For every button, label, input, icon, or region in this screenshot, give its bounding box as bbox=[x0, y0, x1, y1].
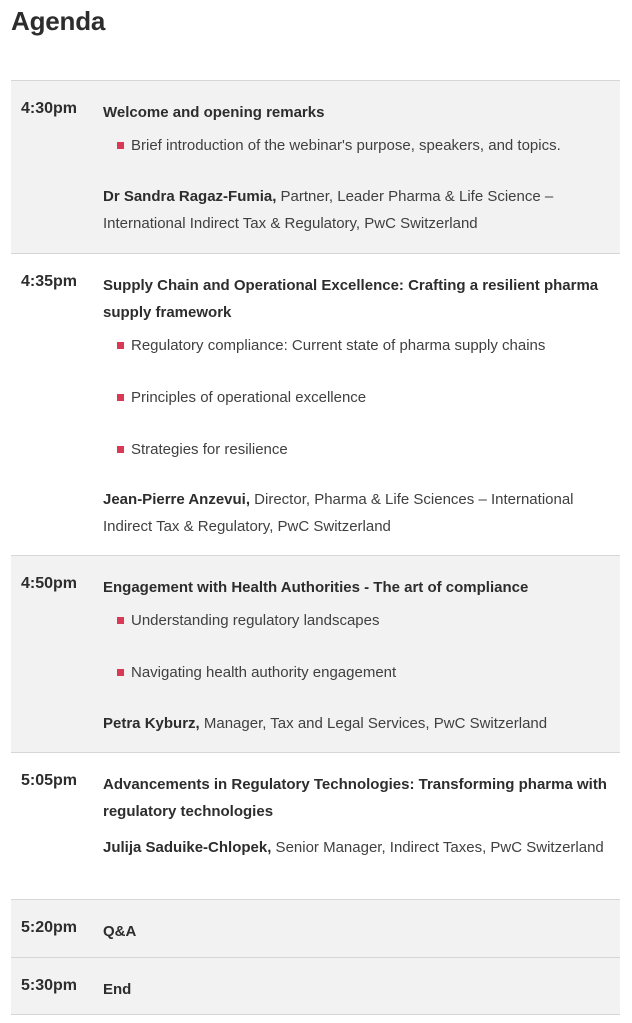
session-title: Q&A bbox=[103, 923, 137, 940]
topic-text: Principles of operational excellence bbox=[131, 389, 367, 406]
bullet-square-icon bbox=[117, 617, 124, 624]
speaker-info bbox=[103, 184, 612, 237]
topic-item bbox=[103, 663, 612, 683]
session-time: 5:30pm bbox=[21, 977, 78, 994]
speaker-name: Julija Saduike-Chlopek, bbox=[103, 839, 272, 856]
speaker-info bbox=[103, 711, 612, 738]
session-time: 5:05pm bbox=[21, 772, 78, 789]
session-topics bbox=[103, 136, 612, 156]
speaker-name: Jean-Pierre Anzevui, bbox=[103, 491, 251, 508]
session-title: Engagement with Health Authorities - The art of compliance bbox=[103, 579, 529, 596]
session-content bbox=[103, 900, 620, 957]
topic-text: Understanding regulatory landscapes bbox=[131, 612, 380, 629]
agenda-row bbox=[11, 900, 620, 958]
topic-item bbox=[103, 611, 612, 631]
topic-item bbox=[103, 388, 612, 408]
speaker-info bbox=[103, 487, 612, 540]
session-content bbox=[103, 556, 620, 752]
bullet-square-icon bbox=[117, 446, 124, 453]
speaker-name: Petra Kyburz, bbox=[103, 715, 200, 732]
session-title: Advancements in Regulatory Technologies: Transforming pharma with regulatory technologies bbox=[103, 776, 607, 820]
topic-item bbox=[103, 440, 612, 460]
session-topics bbox=[103, 611, 612, 683]
topic-item bbox=[103, 336, 612, 356]
speaker-role: Manager, Tax and Legal Services, PwC Switzerland bbox=[199, 715, 548, 732]
bullet-square-icon bbox=[117, 394, 124, 401]
speaker-role: Senior Manager, Indirect Taxes, PwC Switzerland bbox=[271, 839, 604, 856]
session-content bbox=[103, 753, 620, 899]
topic-text: Regulatory compliance: Current state of pharma supply chains bbox=[131, 337, 546, 354]
agenda-row bbox=[11, 753, 620, 900]
session-title: End bbox=[103, 981, 132, 998]
bullet-square-icon bbox=[117, 342, 124, 349]
agenda-row bbox=[11, 958, 620, 1015]
topic-text: Strategies for resilience bbox=[131, 441, 288, 458]
speaker-role: Partner, Leader Pharma & Life Science – International Indirect Tax & Regulatory, PwC Switzerland bbox=[103, 188, 554, 232]
speaker-info bbox=[103, 835, 612, 862]
session-content bbox=[103, 958, 620, 1014]
session-time: 4:35pm bbox=[21, 273, 78, 290]
speaker-name: Dr Sandra Ragaz-Fumia, bbox=[103, 188, 277, 205]
session-title: Welcome and opening remarks bbox=[103, 104, 325, 121]
agenda-row bbox=[11, 254, 620, 556]
topic-item bbox=[103, 136, 612, 156]
page-title: Agenda bbox=[11, 6, 106, 36]
session-time: 5:20pm bbox=[21, 919, 78, 936]
session-content bbox=[103, 254, 620, 555]
session-topics bbox=[103, 336, 612, 460]
speaker-role: Director, Pharma & Life Sciences – International Indirect Tax & Regulatory, PwC Switzerland bbox=[103, 491, 574, 535]
session-title: Supply Chain and Operational Excellence: Crafting a resilient pharma supply framework bbox=[103, 277, 599, 321]
bullet-square-icon bbox=[117, 669, 124, 676]
session-content bbox=[103, 81, 620, 253]
agenda-row bbox=[11, 81, 620, 254]
bullet-square-icon bbox=[117, 142, 124, 149]
session-time: 4:30pm bbox=[21, 100, 78, 117]
session-time: 4:50pm bbox=[21, 575, 78, 592]
agenda-row bbox=[11, 556, 620, 753]
topic-text: Brief introduction of the webinar's purpose, speakers, and topics. bbox=[131, 137, 561, 154]
agenda-table bbox=[11, 80, 620, 1015]
topic-text: Navigating health authority engagement bbox=[131, 664, 397, 681]
